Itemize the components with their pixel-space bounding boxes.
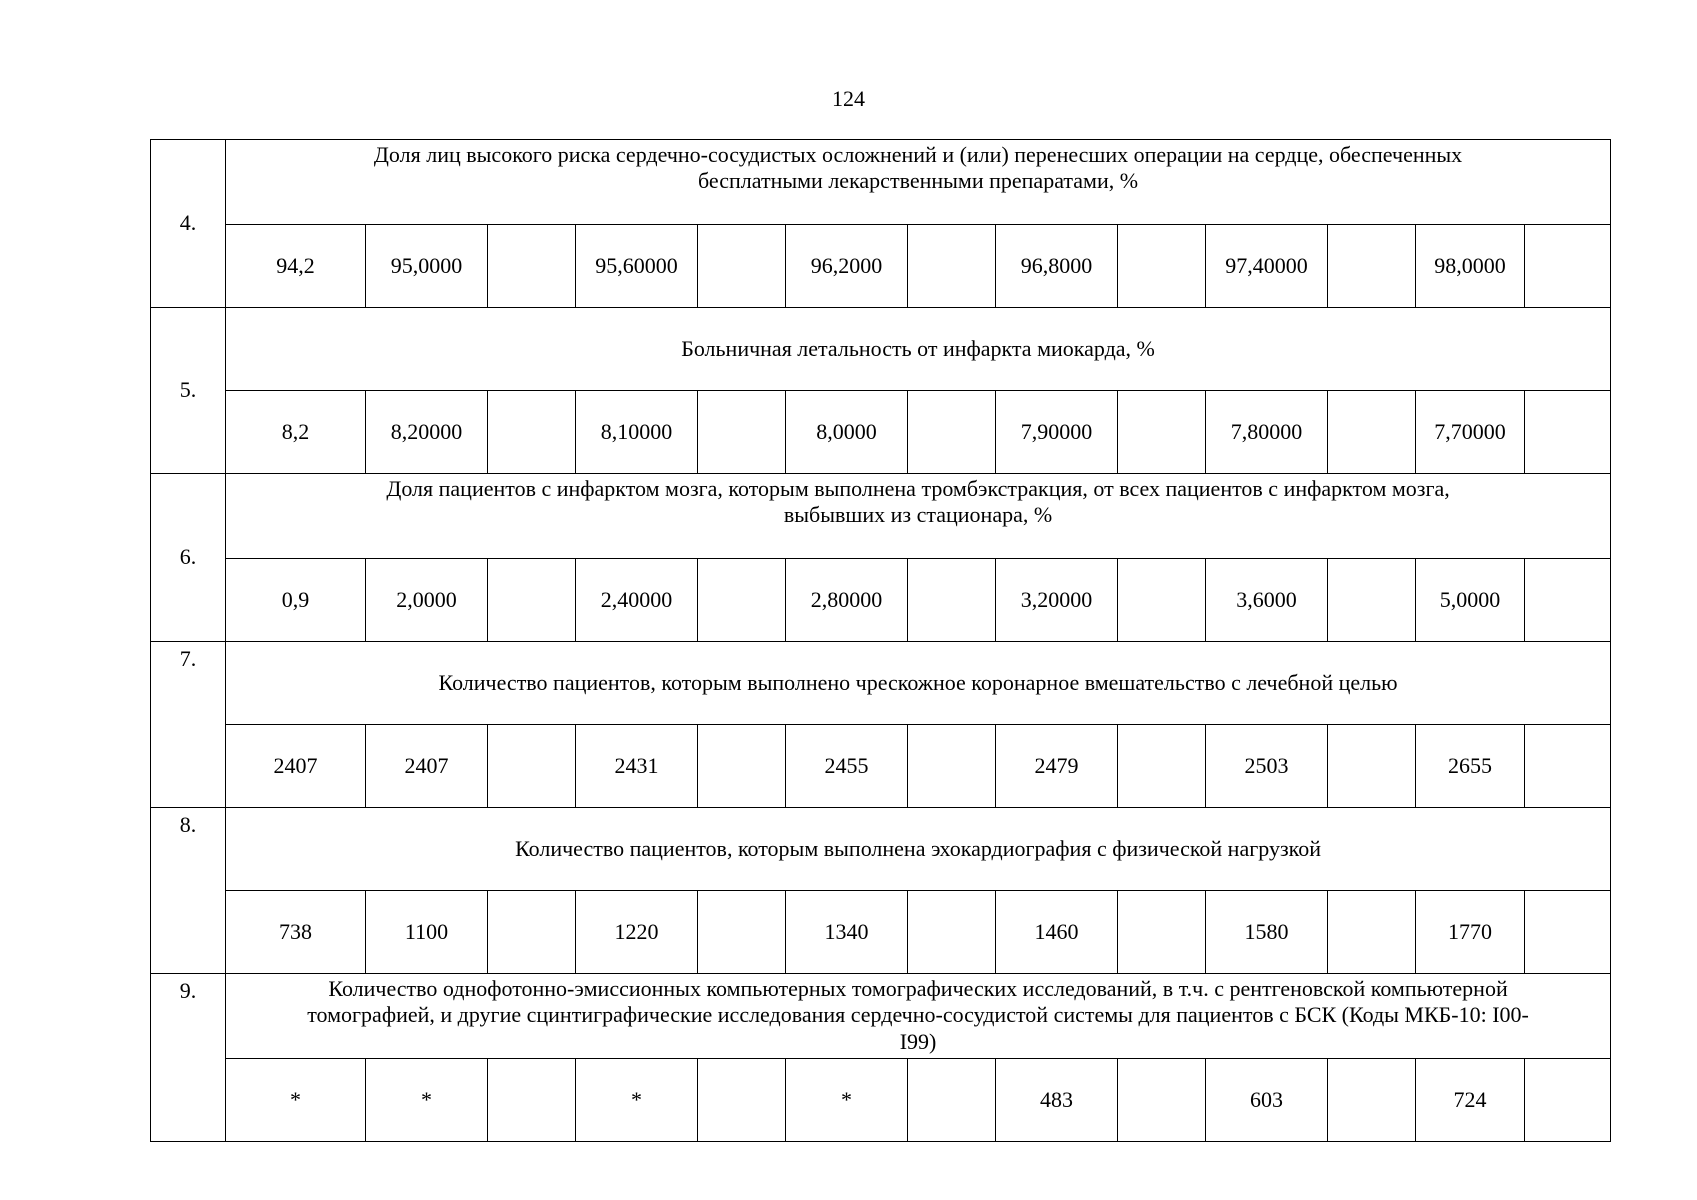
row-number: 8. (151, 808, 226, 974)
value-cell: 0,9 (226, 559, 366, 642)
value-cell (698, 891, 786, 974)
value-cell (1118, 725, 1206, 808)
indicator-title-line: бесплатными лекарственными препаратами, % (698, 168, 1139, 194)
value-cell: 8,2 (226, 391, 366, 474)
value-cell (1328, 891, 1416, 974)
value-cell (908, 891, 996, 974)
indicator-title-row (151, 474, 1611, 559)
value-cell: * (786, 1059, 908, 1142)
indicator-title-row (151, 140, 1611, 225)
value-cell (488, 1059, 576, 1142)
row-number: 4. (151, 140, 226, 308)
value-cell (1525, 559, 1611, 642)
value-cell: 1100 (366, 891, 488, 974)
value-cell (1328, 391, 1416, 474)
indicator-title-line: Количество пациентов, которым выполнена эхокардиография с физической нагрузкой (515, 835, 1321, 861)
row-number: 7. (151, 642, 226, 808)
indicator-title (226, 140, 1611, 225)
value-cell: 7,70000 (1416, 391, 1525, 474)
indicator-title (226, 474, 1611, 559)
value-cell (1118, 559, 1206, 642)
indicator-values-row (151, 559, 1611, 642)
value-cell (908, 391, 996, 474)
value-cell: 95,0000 (366, 225, 488, 308)
value-cell: * (576, 1059, 698, 1142)
indicator-title-row (151, 642, 1611, 725)
row-number: 6. (151, 474, 226, 642)
value-cell: 7,80000 (1206, 391, 1328, 474)
value-cell (698, 559, 786, 642)
indicators-table (150, 139, 1611, 1142)
value-cell: 8,10000 (576, 391, 698, 474)
value-cell (908, 1059, 996, 1142)
indicator-title-row (151, 308, 1611, 391)
value-cell: * (226, 1059, 366, 1142)
value-cell (908, 225, 996, 308)
value-cell: 94,2 (226, 225, 366, 308)
value-cell: 95,60000 (576, 225, 698, 308)
value-cell (488, 391, 576, 474)
value-cell: 724 (1416, 1059, 1525, 1142)
value-cell: 2,80000 (786, 559, 908, 642)
value-cell (488, 725, 576, 808)
value-cell: 1460 (996, 891, 1118, 974)
indicator-values-row (151, 891, 1611, 974)
value-cell (1328, 1059, 1416, 1142)
value-cell (1525, 391, 1611, 474)
value-cell: 1580 (1206, 891, 1328, 974)
value-cell: 96,2000 (786, 225, 908, 308)
row-number: 9. (151, 974, 226, 1142)
value-cell (1328, 225, 1416, 308)
indicator-title-line: выбывших из стационара, % (783, 502, 1053, 528)
indicator-title-row (151, 974, 1611, 1059)
value-cell (1525, 725, 1611, 808)
indicator-title-line: I99) (899, 1028, 937, 1054)
value-cell: 8,0000 (786, 391, 908, 474)
value-cell: 8,20000 (366, 391, 488, 474)
value-cell: 1770 (1416, 891, 1525, 974)
value-cell (1118, 391, 1206, 474)
indicator-values-row (151, 725, 1611, 808)
indicator-values-row (151, 391, 1611, 474)
indicator-title-line: Доля лиц высокого риска сердечно-сосудистых осложнений и (или) перенесших операции на сердце, обеспеченных (373, 142, 1463, 167)
page-number: 124 (832, 86, 865, 111)
indicator-title (226, 974, 1611, 1059)
indicator-title (226, 308, 1611, 391)
value-cell: 2407 (226, 725, 366, 808)
value-cell (1118, 891, 1206, 974)
row-number: 5. (151, 308, 226, 474)
value-cell: 3,6000 (1206, 559, 1328, 642)
value-cell: 1220 (576, 891, 698, 974)
value-cell: 738 (226, 891, 366, 974)
value-cell (488, 559, 576, 642)
value-cell: 2455 (786, 725, 908, 808)
indicator-title-line: Количество однофотонно-эмиссионных компьютерных томографических исследований, в т.ч. с рентгеновской компьютерной (328, 976, 1508, 1001)
value-cell (1328, 559, 1416, 642)
value-cell (1328, 725, 1416, 808)
indicator-title-line: томографией, и другие сцинтиграфические исследования сердечно-сосудистой системы для пациентов с БСК (Коды МКБ-10: I00- (307, 1002, 1529, 1028)
value-cell: 96,8000 (996, 225, 1118, 308)
indicator-title-line: Количество пациентов, которым выполнено чрескожное коронарное вмешательство с лечебной целью (438, 669, 1398, 695)
indicator-title-line: Доля пациентов с инфарктом мозга, которым выполнена тромбэкстракция, от всех пациентов с инфарктом мозга, (386, 476, 1450, 501)
indicator-title-row (151, 808, 1611, 891)
value-cell (698, 225, 786, 308)
value-cell (698, 391, 786, 474)
value-cell (908, 725, 996, 808)
value-cell: 2,40000 (576, 559, 698, 642)
value-cell: * (366, 1059, 488, 1142)
value-cell (1118, 225, 1206, 308)
value-cell: 603 (1206, 1059, 1328, 1142)
value-cell: 2431 (576, 725, 698, 808)
value-cell: 2503 (1206, 725, 1328, 808)
value-cell (1525, 891, 1611, 974)
value-cell (1525, 225, 1611, 308)
value-cell (908, 559, 996, 642)
value-cell: 98,0000 (1416, 225, 1525, 308)
value-cell: 2479 (996, 725, 1118, 808)
indicator-title-line: Больничная летальность от инфаркта миокарда, % (681, 335, 1155, 361)
value-cell (698, 725, 786, 808)
value-cell: 483 (996, 1059, 1118, 1142)
value-cell: 5,0000 (1416, 559, 1525, 642)
value-cell: 2655 (1416, 725, 1525, 808)
value-cell (488, 891, 576, 974)
value-cell (488, 225, 576, 308)
value-cell: 1340 (786, 891, 908, 974)
indicator-title (226, 808, 1611, 891)
value-cell: 2,0000 (366, 559, 488, 642)
value-cell (698, 1059, 786, 1142)
indicator-title (226, 642, 1611, 725)
value-cell: 7,90000 (996, 391, 1118, 474)
value-cell (1525, 1059, 1611, 1142)
value-cell: 2407 (366, 725, 488, 808)
value-cell: 97,40000 (1206, 225, 1328, 308)
value-cell (1118, 1059, 1206, 1142)
indicator-values-row (151, 225, 1611, 308)
indicator-values-row (151, 1059, 1611, 1142)
value-cell: 3,20000 (996, 559, 1118, 642)
